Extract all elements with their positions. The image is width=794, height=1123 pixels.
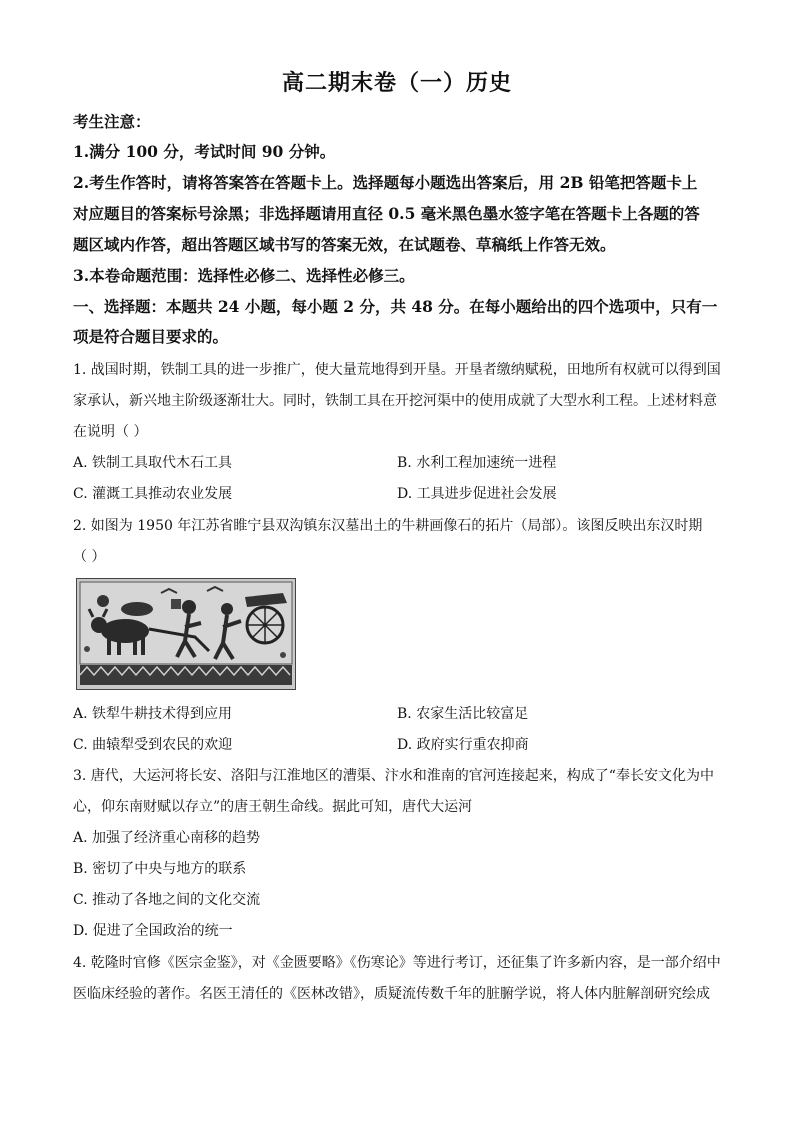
notice-heading: 考生注意：: [73, 112, 151, 131]
question-3-option-a: A. 加强了经济重心南移的趋势: [73, 830, 261, 846]
question-1-option-c: C. 灌溉工具推动农业发展: [73, 486, 233, 502]
question-1-stem: 在说明（ ）: [73, 424, 148, 440]
question-2-stem: 2. 如图为 1950 年江苏省睢宁县双沟镇东汉墓出土的牛耕画像石的拓片（局部）。该图反映出东汉时期: [73, 518, 703, 534]
question-4-stem: 4. 乾隆时官修《医宗金鉴》，对《金匮要略》《伤寒论》等进行考订，还征集了许多新内容，是一部介绍中: [73, 955, 721, 971]
exam-title: 高二期末卷（一）历史: [281, 70, 512, 96]
notice-item-3: 3.本卷命题范围：选择性必修二、选择性必修三。: [73, 266, 415, 285]
question-1-option-d: D. 工具进步促进社会发展: [397, 486, 557, 502]
notice-item-2: 2.考生作答时，请将答案答在答题卡上。选择题每小题选出答案后，用 2B 铅笔把答题卡上: [73, 173, 698, 192]
question-2-option-a: A. 铁犁牛耕技术得到应用: [73, 706, 233, 722]
question-2-option-b: B. 农家生活比较富足: [397, 706, 529, 722]
section-heading-cont: 项是符合题目要求的。: [73, 327, 229, 346]
ox-plowing-rubbing-image: [76, 578, 296, 690]
question-3-stem: 3. 唐代，大运河将长安、洛阳与江淮地区的漕渠、汴水和淮南的官河连接起来，构成了“奉长安文化为中: [73, 768, 714, 784]
question-1-option-b: B. 水利工程加速统一进程: [397, 455, 557, 471]
section-heading: 一、选择题：本题共 24 小题，每小题 2 分，共 48 分。在每小题给出的四个选项中，只有一: [73, 297, 718, 316]
question-1-option-a: A. 铁制工具取代木石工具: [73, 455, 233, 471]
question-2-stem: （ ）: [73, 549, 106, 565]
question-2-option-d: D. 政府实行重农抑商: [397, 737, 529, 753]
notice-item-2-cont: 题区域内作答，超出答题区域书写的答案无效，在试题卷、草稿纸上作答无效。: [73, 235, 616, 254]
notice-item-2-cont: 对应题目的答案标号涂黑；非选择题请用直径 0.5 毫米黑色墨水签字笔在答题卡上各题的答: [73, 204, 700, 223]
question-3-option-d: D. 促进了全国政治的统一: [73, 923, 233, 939]
question-3-option-c: C. 推动了各地之间的文化交流: [73, 892, 261, 908]
notice-item-1: 1.满分 100 分，考试时间 90 分钟。: [73, 142, 336, 161]
question-3-stem: 心，仰东南财赋以存立”的唐王朝生命线。据此可知，唐代大运河: [73, 799, 473, 815]
question-1-stem: 家承认，新兴地主阶级逐渐壮大。同时，铁制工具在开挖河渠中的使用成就了大型水利工程。上述材料意: [73, 393, 717, 409]
question-4-stem: 医临床经验的著作。名医王清任的《医林改错》，质疑流传数千年的脏腑学说，将人体内脏解剖研究绘成: [73, 986, 710, 1002]
question-2-option-c: C. 曲辕犁受到农民的欢迎: [73, 737, 233, 753]
question-1-stem: 1. 战国时期，铁制工具的进一步推广，使大量荒地得到开垦。开垦者缴纳赋税，田地所有权就可以得到国: [73, 362, 721, 378]
question-3-option-b: B. 密切了中央与地方的联系: [73, 861, 247, 877]
